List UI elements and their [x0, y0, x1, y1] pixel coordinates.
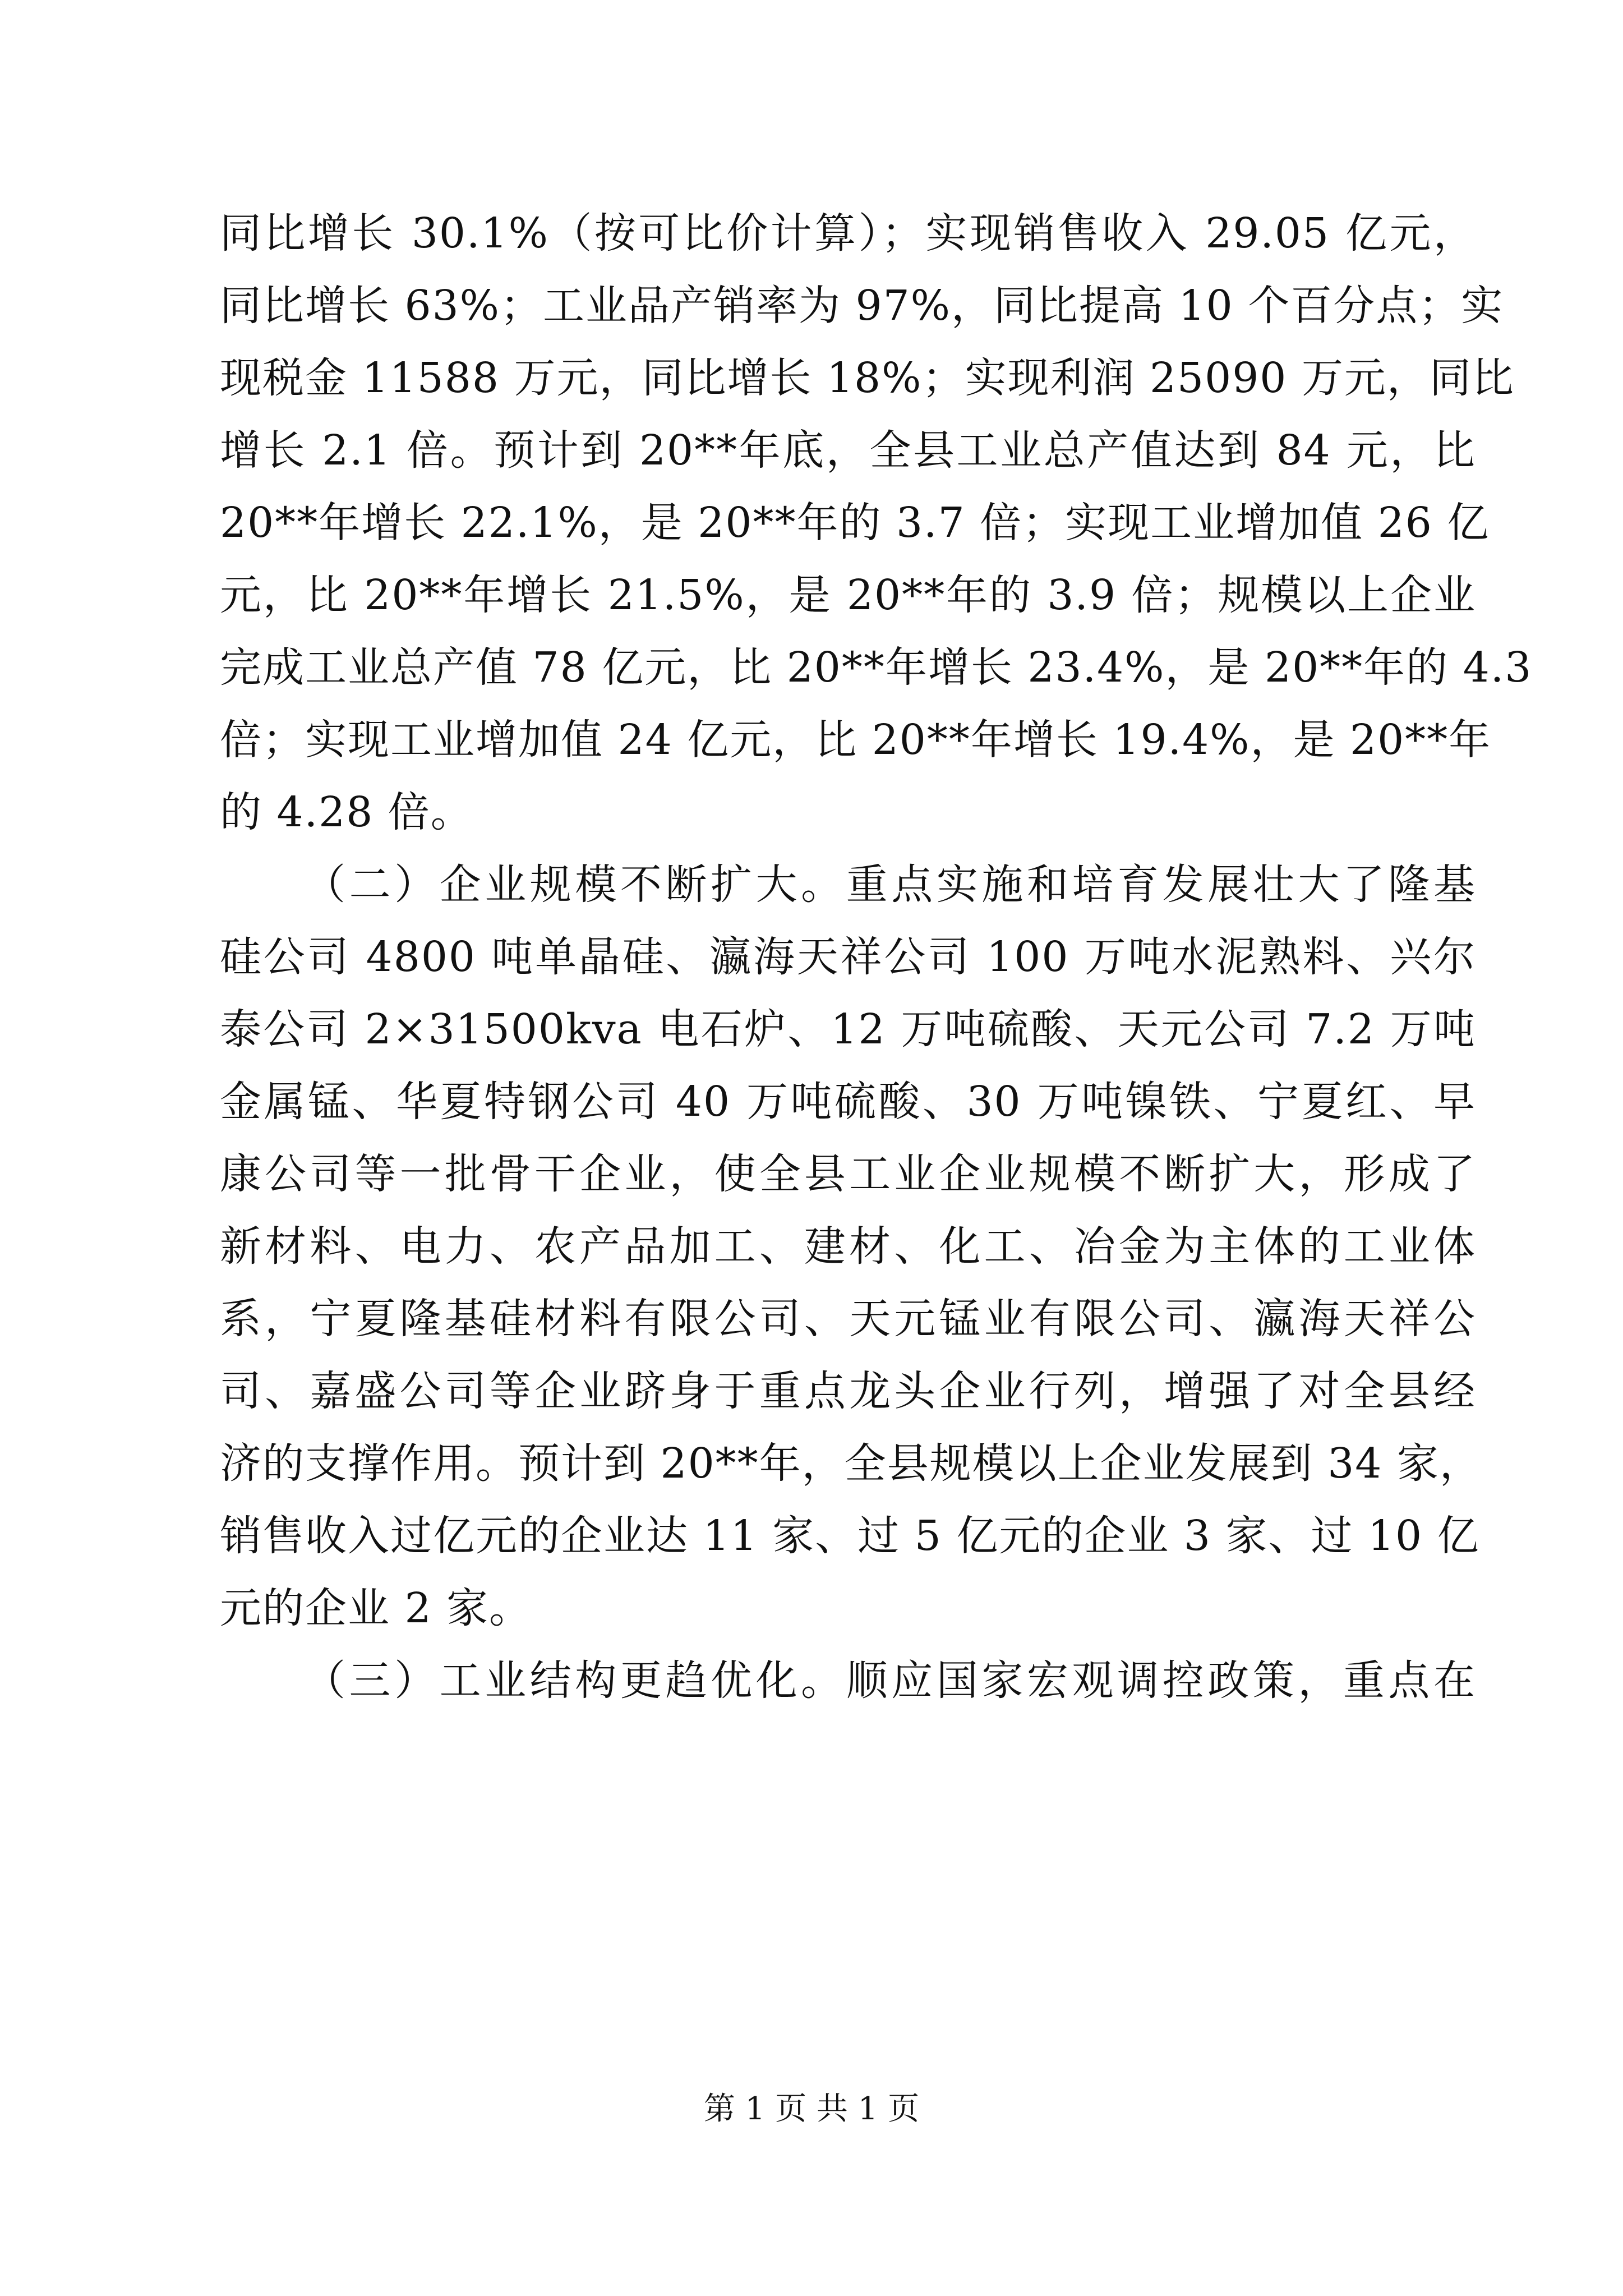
text-line: 金属锰、华夏特钢公司 40 万吨硫酸、30 万吨镍铁、宁夏红、早 — [220, 1078, 1476, 1126]
text-line: 新材料、电力、农产品加工、建材、化工、冶金为主体的工业体 — [220, 1222, 1476, 1271]
text-line: 系，宁夏隆基硅材料有限公司、天元锰业有限公司、瀛海天祥公 — [220, 1295, 1476, 1343]
paragraph-heading-line: （二）企业规模不断扩大。重点实施和培育发展壮大了隆基 — [304, 861, 1476, 909]
text-line: 济的支撑作用。预计到 20**年，全县规模以上企业发展到 34 家， — [220, 1439, 1482, 1488]
text-line: 同比增长 30.1%（按可比价计算）；实现销售收入 29.05 亿元， — [220, 209, 1476, 257]
text-line: 泰公司 2×31500kva 电石炉、12 万吨硫酸、天元公司 7.2 万吨 — [220, 1005, 1476, 1053]
text-line: 增长 2.1 倍。预计到 20**年底，全县工业总产值达到 84 元，比 — [220, 426, 1476, 475]
text-line: 现税金 11588 万元，同比增长 18%；实现利润 25090 万元，同比 — [220, 354, 1515, 402]
text-line: 20**年增长 22.1%，是 20**年的 3.7 倍；实现工业增加值 26 亿 — [220, 499, 1490, 547]
text-line: 硅公司 4800 吨单晶硅、瀛海天祥公司 100 万吨水泥熟料、兴尔 — [220, 933, 1476, 981]
text-line: 的 4.28 倍。 — [220, 788, 473, 836]
text-line: 倍；实现工业增加值 24 亿元，比 20**年增长 19.4%，是 20**年 — [220, 716, 1492, 764]
text-line: 康公司等一批骨干企业，使全县工业企业规模不断扩大，形成了 — [220, 1150, 1476, 1198]
text-line: 同比增长 63%；工业品产销率为 97%，同比提高 10 个百分点；实 — [220, 282, 1504, 330]
page-number-footer: 第 1 页 共 1 页 — [703, 2091, 920, 2127]
text-line: 元的企业 2 家。 — [220, 1584, 532, 1632]
text-line: 司、嘉盛公司等企业跻身于重点龙头企业行列，增强了对全县经 — [220, 1367, 1476, 1415]
paragraph-heading-line: （三）工业结构更趋优化。顺应国家宏观调控政策，重点在 — [304, 1657, 1476, 1705]
text-line: 元，比 20**年增长 21.5%，是 20**年的 3.9 倍；规模以上企业 — [220, 571, 1476, 619]
text-line: 完成工业总产值 78 亿元，比 20**年增长 23.4%，是 20**年的 4.3 — [220, 643, 1533, 692]
body-text — [220, 197, 1533, 1717]
text-line: 销售收入过亿元的企业达 11 家、过 5 亿元的企业 3 家、过 10 亿 — [220, 1512, 1480, 1560]
